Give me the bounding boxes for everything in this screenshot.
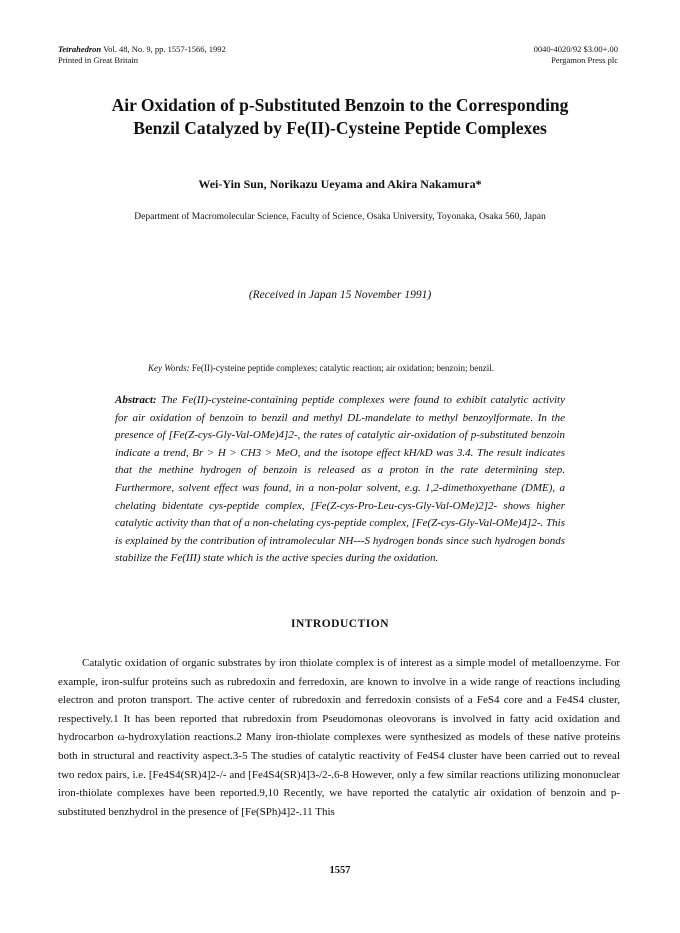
page-number: 1557 bbox=[329, 865, 351, 876]
publisher: Pergamon Press plc bbox=[551, 55, 618, 65]
keywords bbox=[148, 363, 580, 373]
introduction-paragraph: Catalytic oxidation of organic substrates by iron thiolate complex is of interest as a simple model of metalloenzyme. For example, iron-sulfur proteins such as rubredoxin and ferredoxin, are known to involve in a wide range of reactions including electron and proton transport. The active center of rubredoxin and ferredoxin consists of a FeS4 core and a Fe4S4 cluster, respectively.1 It has been reported that rubredoxin from Pseudomonas oleovorans is involved in fatty acid oxidation and hydrocarbon ω-hydroxylation reactions.2 Many iron-thiolate complexes were synthesized as models of these native proteins both in structural and reactivity aspect.3-5 The studies of catalytic reactivity of Fe4S4 cluster have been carried out to reveal two redox pairs, i.e. [Fe4S4(SR)4]2-/- and [Fe4S4(SR)4]3-/2-.6-8 However, only a few similar reactions utilizing mononuclear iron-thiolate complexes have been reported.9,10 Recently, we have reported the catalytic air oxidation of benzoin and p-substituted benzhydrol in the presence of [Fe(SPh)4]2-.11 This bbox=[58, 657, 620, 818]
affiliation: Department of Macromolecular Science, Faculty of Science, Osaka University, Toyonaka, Osaka 560, Japan bbox=[134, 212, 546, 222]
paper-title bbox=[40, 94, 640, 140]
journal-citation: Vol. 48, No. 9, pp. 1557-1566, 1992 bbox=[101, 44, 226, 54]
article-code: 0040-4020/92 $3.00+.00 bbox=[533, 44, 618, 54]
keywords-text: Fe(II)-cysteine peptide complexes; catalytic reaction; air oxidation; benzoin; benzil. bbox=[189, 363, 494, 373]
journal-name: Tetrahedron bbox=[58, 44, 102, 54]
received-date: (Received in Japan 15 November 1991) bbox=[248, 289, 432, 301]
running-header-right bbox=[534, 44, 618, 66]
author-list: Wei-Yin Sun, Norikazu Ueyama and Akira Nakamura* bbox=[198, 177, 482, 191]
section-heading-introduction: INTRODUCTION bbox=[290, 618, 389, 630]
title-line-1: Air Oxidation of p-Substituted Benzoin to the Corresponding bbox=[111, 95, 569, 115]
abstract-text: The Fe(II)-cysteine-containing peptide complexes were found to exhibit catalytic activity for air oxidation of benzoin to benzil and methyl DL-mandelate to methyl benzoylformate. In the presence of [Fe(Z-cys-Gly-Val-OMe)4]2-, the rates of catalytic air-oxidation of p-substituted benzoin indicate a trend, Br > H > CH3 > MeO, and the isotope effect kH/kD was 3.4. The result indicates that the methine hydrogen of benzoin is released as a proton in the rate determining step. Furthermore, solvent effect was found, in a non-polar solvent, e.g. 1,2-dimethoxyethane (DME), a chelating bidentate cys-peptide complex, [Fe(Z-cys-Pro-Leu-cys-Gly-Val-OMe)2]2- shows higher catalytic activity than that of a non-chelating cys-peptide complex, [Fe(Z-cys-Gly-Val-OMe)4]2-. This is explained by the contribution of intramolecular NH---S hydrogen bonds since such hydrogen bonds stabilize the Fe(III) state which is the active species during the oxidation. bbox=[115, 394, 565, 565]
printed-location: Printed in Great Britain bbox=[58, 55, 139, 65]
running-header-left bbox=[58, 44, 226, 66]
keywords-label: Key Words: bbox=[148, 363, 190, 373]
abstract bbox=[115, 392, 565, 568]
title-line-2: Benzil Catalyzed by Fe(II)-Cysteine Peptide Complexes bbox=[133, 118, 547, 138]
abstract-label: Abstract: bbox=[115, 394, 157, 406]
